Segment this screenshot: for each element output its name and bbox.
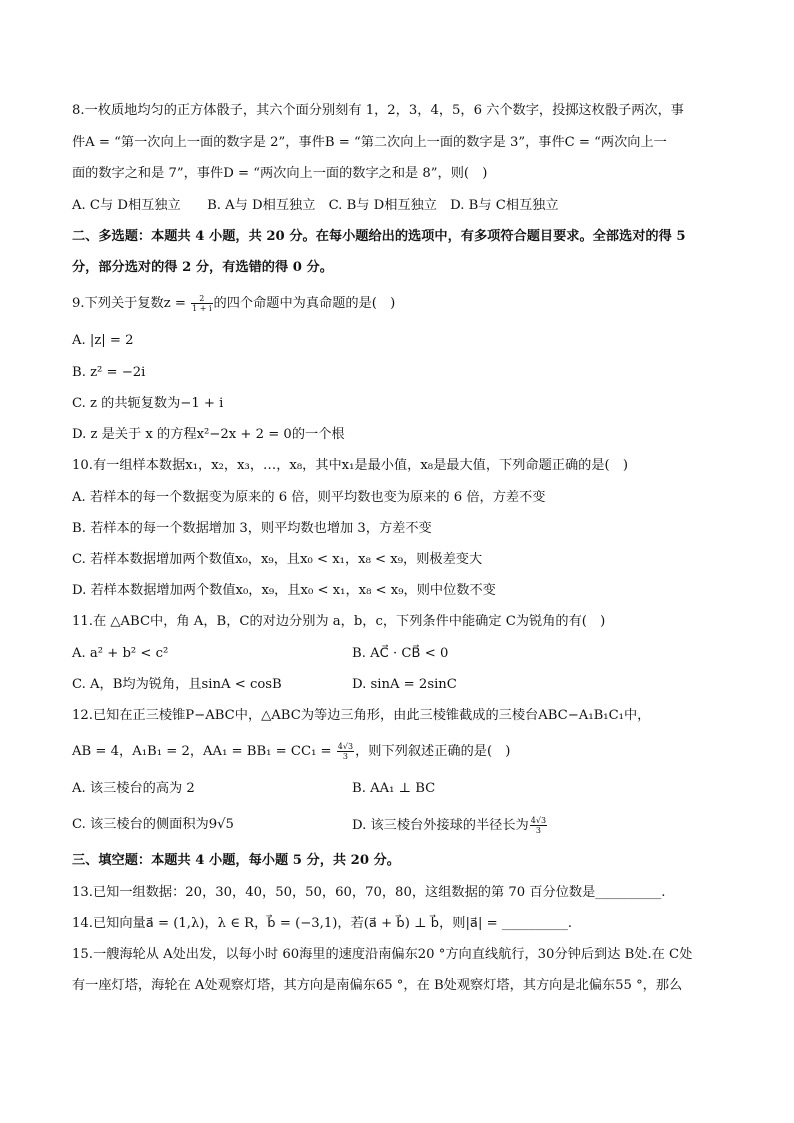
q11-row-1 <box>72 645 449 663</box>
q15-line-2: 有一座灯塔，海轮在 A处观察灯塔，其方向是南偏东65 °，在 B处观察灯塔，其方向是北偏东55 °，那么 <box>72 978 683 993</box>
q12-edge-fraction <box>337 742 354 761</box>
q9-stem <box>72 294 395 313</box>
section2-heading-line-2: 分，部分选对的得 2 分，有选错的得 0 分。 <box>72 260 333 275</box>
q10-stem: 10.有一组样本数据x₁，x₂，x₃，…，x₈，其中x₁是最小值，x₈是最大值，下列命题正确的是( ) <box>72 458 628 473</box>
q9-frac-den: 1 + i <box>192 304 212 313</box>
q11-row-2 <box>72 676 457 694</box>
q9-option-a: A. |z| = 2 <box>72 333 134 348</box>
q15-line-1: 15.一艘海轮从 A处出发，以每小时 60海里的速度沿南偏东20 °方向直线航行，30分钟后到达 B处.在 C处 <box>72 947 693 962</box>
q13-text: 13.已知一组数据：20，30，40，50，50，60，70，80，这组数据的第 70 百分位数是__________. <box>72 885 666 900</box>
q9-option-b: B. z² = −2i <box>72 365 146 380</box>
q8-line-1: 8.一枚质地均匀的正方体骰子，其六个面分别刻有 1，2，3，4，5，6 六个数字，投掷这枚骰子两次，事 <box>72 103 684 118</box>
q10-option-a: A. 若样本的每一个数据变为原来的 6 倍，则平均数也变为原来的 6 倍，方差不变 <box>72 490 546 505</box>
q12-option-c: C. 该三棱台的侧面积为9√5 <box>72 817 234 832</box>
q12-line-1: 12.已知在正三棱锥P−ABC中，△ABC为等边三角形，由此三棱锥截成的三棱台ABC−A₁B₁C₁中， <box>72 708 651 723</box>
q9-fraction <box>191 294 212 313</box>
q12-option-d-text: D. 该三棱台外接球的半径长为 <box>352 818 529 833</box>
q9-option-d: D. z 是关于 x 的方程x²−2x + 2 = 0的一个根 <box>72 427 345 442</box>
q12-line-2-pre: AB = 4，A₁B₁ = 2，AA₁ = BB₁ = CC₁ = <box>72 744 336 759</box>
q9-stem-post: 的四个命题中为真命题的是( ) <box>213 296 396 311</box>
q11-stem: 11.在 △ABC中，角 A，B，C的对边分别为 a，b，c，下列条件中能确定 C为锐角的有( ) <box>72 614 606 629</box>
q12-row-1 <box>72 780 436 798</box>
q10-option-c: C. 若样本数据增加两个数值x₀，x₉，且x₀ < x₁，x₈ < x₉，则极差变大 <box>72 552 483 567</box>
q8-line-2: 件A = “第一次向上一面的数字是 2”，事件B = “第二次向上一面的数字是 3”，事件C = “两次向上一 <box>72 135 667 150</box>
q8-options: A. C与 D相互独立 B. A与 D相互独立 C. B与 D相互独立 D. B与 C相互独立 <box>72 198 559 213</box>
q12-option-d <box>352 816 548 835</box>
section2-heading-line-1: 二、多选题：本题共 4 小题，共 20 分。在每小题给出的选项中，有多项符合题目要求。全部选对的得 5 <box>72 229 686 244</box>
q12-option-a: A. 该三棱台的高为 2 <box>72 781 195 796</box>
q8-line-3: 面的数字之和是 7”，事件D = “两次向上一面的数字之和是 8”，则( ) <box>72 166 488 181</box>
q11-option-a: A. a² + b² < c² <box>72 646 169 661</box>
q9-stem-pre: 9.下列关于复数z = <box>72 296 191 311</box>
q11-option-b: B. AC⃗ · CB⃗ < 0 <box>352 646 449 661</box>
section3-heading: 三、填空题：本题共 4 小题，每小题 5 分，共 20 分。 <box>72 853 400 868</box>
q12-line-2-post: ，则下列叙述正确的是( ) <box>355 744 511 759</box>
q10-option-d: D. 若样本数据增加两个数值x₀，x₉，且x₀ < x₁，x₈ < x₉，则中位数不变 <box>72 583 496 598</box>
q11-option-c: C. A，B均为锐角，且sinA < cosB <box>72 677 282 692</box>
q12-edge-frac-num: 4√3 <box>337 742 354 751</box>
q12-radius-frac-num: 4√3 <box>530 816 547 825</box>
q9-option-c: C. z 的共轭复数为−1 + i <box>72 396 224 411</box>
q12-line-2 <box>72 742 510 761</box>
q9-frac-num: 2 <box>191 294 212 304</box>
q12-radius-frac-den: 3 <box>535 826 541 835</box>
q12-edge-frac-den: 3 <box>342 752 348 761</box>
q12-option-b: B. AA₁ ⊥ BC <box>352 781 436 796</box>
q11-option-d: D. sinA = 2sinC <box>352 677 457 692</box>
q12-radius-fraction <box>530 816 547 835</box>
q12-row-2 <box>72 816 547 835</box>
q10-option-b: B. 若样本的每一个数据增加 3，则平均数也增加 3，方差不变 <box>72 521 432 536</box>
q14-text: 14.已知向量a⃗ = (1,λ)，λ ∈ R，b⃗ = (−3,1)，若(a⃗ + b⃗) ⊥ b⃗，则|a⃗| = __________. <box>72 916 573 931</box>
